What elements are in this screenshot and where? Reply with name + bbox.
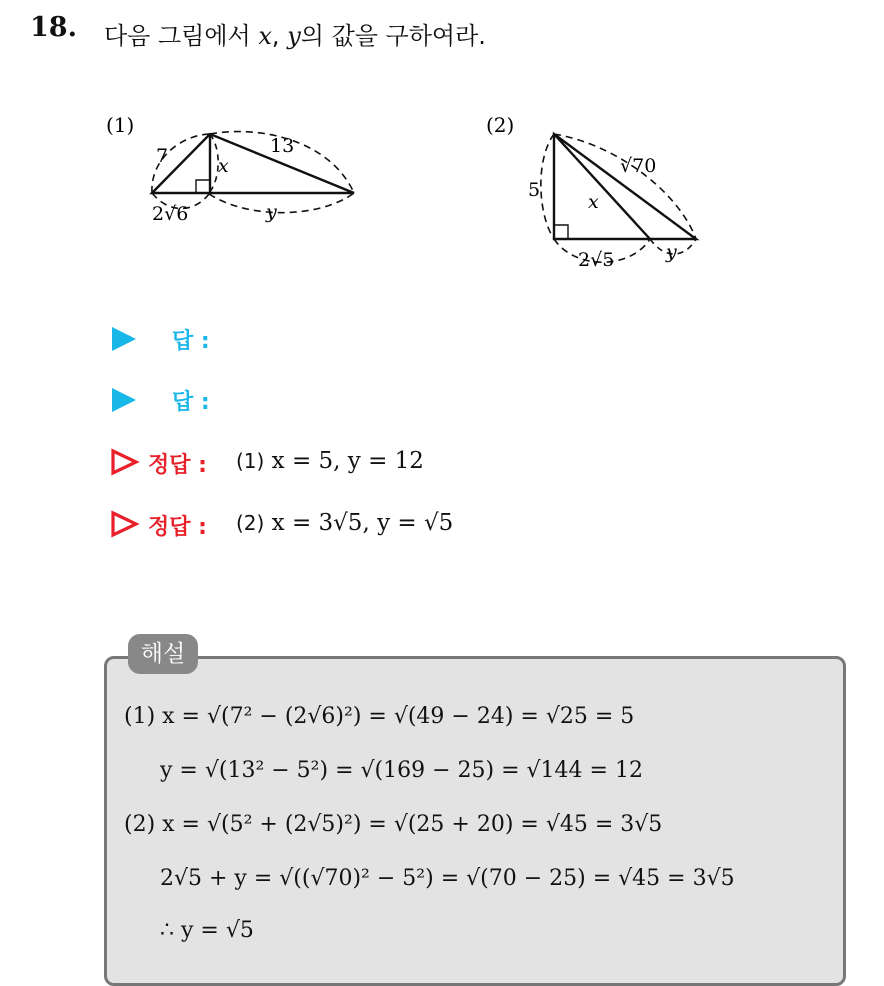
fig1-base-left: 2√6 <box>152 203 189 225</box>
fig2-cevian-x: x <box>588 191 599 213</box>
solution-line-5: ∴ y = √5 <box>160 918 254 943</box>
fig2-base-y: y <box>666 241 677 263</box>
fig2-side-5: 5 <box>528 179 541 201</box>
question-text: 다음 그림에서 x, y의 값을 구하여라. <box>104 22 486 50</box>
correct-marker-1 <box>110 448 140 476</box>
figure-1-label: (1) <box>106 113 135 137</box>
solution-line-2: y = √(13² − 5²) = √(169 − 25) = √144 = 12 <box>160 758 643 783</box>
answer-marker-2 <box>112 388 136 412</box>
fig2-base-left: 2√5 <box>578 249 615 271</box>
question-number: 18. <box>30 12 77 43</box>
fig1-side-7: 7 <box>156 145 169 167</box>
correct-answer-1: (1) x = 5, y = 12 <box>236 448 424 474</box>
fig2-hypotenuse: √70 <box>620 155 657 177</box>
correct-marker-2 <box>110 510 140 538</box>
solution-tag: 해설 <box>128 634 198 674</box>
fig1-side-13: 13 <box>270 135 295 157</box>
answer-label-2: 답 : <box>172 390 210 415</box>
solution-line-1: (1) x = √(7² − (2√6)²) = √(49 − 24) = √25 = 5 <box>124 704 635 729</box>
correct-answer-2: (2) x = 3√5, y = √5 <box>236 510 454 536</box>
solution-line-4: 2√5 + y = √((√70)² − 5²) = √(70 − 25) = √45 = 3√5 <box>160 866 735 891</box>
figure-2-triangle <box>480 100 720 280</box>
answer-marker-1 <box>112 327 136 351</box>
correct-label-2: 정답 : <box>148 515 207 540</box>
figure-1-triangle <box>100 100 380 240</box>
fig1-height-x: x <box>218 155 229 177</box>
correct-label-1: 정답 : <box>148 453 207 478</box>
figure-2-label: (2) <box>486 113 515 137</box>
fig1-base-y: y <box>266 201 277 223</box>
answer-label-1: 답 : <box>172 329 210 354</box>
solution-line-3: (2) x = √(5² + (2√5)²) = √(25 + 20) = √45 = 3√5 <box>124 812 663 837</box>
